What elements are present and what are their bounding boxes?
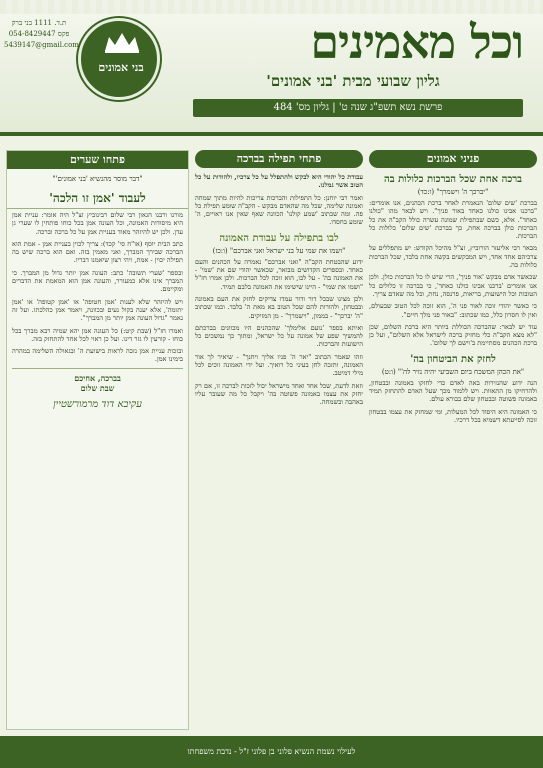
right-article-headline-2: לחזק את הביטחון בה' <box>410 353 496 365</box>
article-paragraph: בברכת 'שים שלום' הנאמרת לאחר ברכת הכהנים, אנו אומרים: "ברכנו אבינו כולנו כאחד באור פניך". ויש לבאר מהו "כולנו כאחד". אלא, כשם שבתפילת שמונה עשרה כולל הקב"ה את כל הברכות כולן בברכה אחת, כך בברכת 'שים שלום' כלולות כל הברכות. <box>369 199 537 241</box>
dedication-footer: לעילוי נשמת הנשיא פלוני בן פלוני ז"ל - נדבת משפחתו <box>0 736 543 768</box>
article-paragraph: עוד יש לבאר: שהברכה הכוללת ביותר היא ברכת השלום, שכן "לא מצא הקב"ה כלי מחזיק ברכה לישראל אלא השלום", ועל כן ברכת הכהנים מסתיימת ב'וישם לך שלום'. <box>369 322 537 348</box>
middle-column-banner: פתחי תפילה בברכה <box>195 150 363 168</box>
article-paragraph: כי האמונה היא היסוד לכל המעלות, ומי שמחזק את עצמו בבטחון זוכה לסייעתא דשמיא בכל דרכיו. <box>369 407 537 424</box>
contact-info <box>4 18 79 51</box>
logo-text: בני אמונים <box>98 61 144 74</box>
right-column-banner: פניני אמונים <box>369 150 537 168</box>
left-article-headline: לעבוד 'אמן זו הלכה' <box>7 191 188 209</box>
article-paragraph: ולכן מצינו שבכל דור ודור עמדו צדיקים לחזק את העם באמונה ובבטחון, ולהורות להם שכל הטוב בא מאת ה' בלבד. וכמו שכתוב "ה' יברכך" - בממון, "וישמרך" - מן המזיקים. <box>195 294 363 320</box>
left-column <box>6 150 189 730</box>
contact-phone: 054-8429447 פקס <box>8 30 70 38</box>
contact-address: ת.ד. 1111 בני ברק <box>11 19 67 27</box>
article-paragraph: כי כאשר יהודי זוכה לאור פני ה', הוא זוכה לכל הטוב שבעולם, ואין לו חסרון כלל, כמו שכתוב: "באור פני מלך חיים". <box>369 302 537 319</box>
newsletter-wordmark: וכל מאמינים <box>310 15 523 69</box>
left-column-banner: פתחו שערים <box>7 151 188 169</box>
article-paragraph: ואמרו חז"ל (שבת קיט:) כל העונה אמן יהא שמיה רבא מברך בכל כוחו - קורעין לו גזר דינו. ועל כן ראוי לכל אחד להתחזק בזה. <box>12 326 183 343</box>
middle-article-headline: לבו בתפילה על עבודת האמונה <box>219 232 339 244</box>
right-article-headline: ברכה אחת שכל הברכות כלולות בה <box>384 174 522 185</box>
divider <box>12 368 183 369</box>
article-paragraph: כתב הבית יוסף (או"ח סי' קכד): צריך לכוין בעניית אמן - אמת הוא הברכה שבירך המברך, ואני מאמין בזה. ואם הוא ברכה שיש בה תפילה יכוין - אמת, ויהי רצון שיאמנו דבריו. <box>12 239 183 265</box>
article-paragraph: מורנו ורבנו הגאון רבי שלום רבינוביץ זצ"ל היה אומר: עניית אמן היא מיסודות האמונה, וכל העונה אמן בכל כוחו פותחין לו שערי גן עדן. ולכן יש להיזהר מאוד בעניית אמן על כל ברכה וברכה. <box>12 211 183 236</box>
article-paragraph: ואיתא בספר 'נועם אלימלך' שהכהנים היו מכוונים בברכתם להמשיך שפע של אמונה על כל ישראל, ומתוך כך נמשכים כל הישועות והברכות. <box>195 323 363 349</box>
article-paragraph: ובספר 'שערי תשובה' כתב: העונה אמן יותר גדול מן המברך. כי המברך אינו אלא כמעורר, והעונה אמן הוא המאמת את הדברים ומקיימם. <box>12 268 183 294</box>
issue-bar: פרשת נשא תשפ"ג שנה ט' | גליון מס' 484 <box>193 99 523 117</box>
contact-email: 5439147@gmail.com <box>4 41 79 49</box>
closing-label: בברכה, אחיכם <box>74 372 121 383</box>
left-article-source: "דבר מוסר מהנשיא 'בני אמונים'" <box>52 175 143 183</box>
signature: עקיבא דוד מרמורשטיין <box>53 398 142 410</box>
right-column <box>369 150 537 730</box>
article-intro: עבודת כל יהודי היא לבקש ולהתפלל על כל צרכיו, ולהודות על כל הטוב אשר גמלנו. <box>195 173 363 190</box>
closing-greeting: שבת שלום <box>80 382 115 393</box>
organization-logo <box>78 18 160 100</box>
right-article-source: "יברכך ה' וישמרך" (ו:כד) <box>417 188 489 196</box>
right-article-source-2: "את הכהן המשכח ביום השביעי יהיה נזיר לה'" (ו:ט) <box>381 367 525 376</box>
article-paragraph: הנה ידוע שהנזירות באה לאדם כדי לחזקו באמונה ובבטחון, ולהרחיקו מן התאוות. ויש ללמוד מכך שעל האדם להתחזק תמיד באמונה פשוטה ובבטחון שלם בבורא עולם. <box>369 378 537 404</box>
article-paragraph: ידוע שהבטחת הקב"ה "ואני אברכם" נאמרה על הכהנים והעם כאחד. ובספרים הקדושים מבואר, שכאשר יהודי שם את 'שמי' - את האמונה בה' - על לבו, הוא זוכה לכל הברכות. ולכן אמרו חז"ל "ושמו את שמי" - היינו שישימו את האמונה בלבם תמיד. <box>195 257 363 291</box>
article-paragraph: ובזכות עניית אמן נזכה לראות בישועת ה' ובגאולה השלימה במהרה בימינו אמן. <box>12 347 183 364</box>
middle-article-source: "ושמו את שמי על בני ישראל ואני אברכם" (ו:כז) <box>212 246 346 255</box>
left-article-body <box>7 211 188 410</box>
article-paragraph: ויש להיזהר שלא לענות 'אמן חטופה' או 'אמן קטופה' או 'אמן יתומה', אלא יענה בקול נעים ובכוונה, ויאמר אמן כהלכתו. ועל זה נאמר "גדול העונה אמן יותר מן המברך". <box>12 297 183 323</box>
article-paragraph: וזהו שאמר הכתוב "יאר ה' פניו אליך ויחנך" - שיאיר לך אור האמונה, ותזכה לחן בעיני כל רואיך. ועל ידי האמונה זוכים לכל מילי דמיטב. <box>195 352 363 378</box>
newsletter-subtitle: גליון שבועי מבית 'בני אמונים' <box>266 72 440 90</box>
article-paragraph: וזאת לדעת, שכל אחד ואחד מישראל יכול לזכות לברכה זו, אם רק יחזק את עצמו באמונה פשוטה בה' ויקבל כל מה שעובר עליו באהבה ובשמחה. <box>195 381 363 407</box>
middle-column <box>195 150 363 730</box>
article-paragraph: שכאשר אדם מבקש 'אור פניך', הרי שיש לו כל הברכות כולן. ולכן אנו אומרים 'ברכנו אבינו כולנו כאחד', כי בברכה זו כלולים כל הטובות וכל הישועות, בריאות, פרנסה, נחת, וכל מה שאדם צריך. <box>369 273 537 298</box>
article-paragraph: ואמר רבי יוחנן: כל התפילות והברכות צריכות להיות מתוך שמחה ואמונה שלימה, שכל מה שהאדם מבקש - הקב"ה שומע תפילת כל פה. ומה שכתוב 'שמע קולנו' הכוונה שאף שאין אנו ראויים, ה' שומע בחסדו. <box>195 193 363 227</box>
article-paragraph: מבאר רבי אליעזר הורוביץ, זצ"ל מהיכל הקודש: יש מתפללים על צרכיהם אחד אחד, ויש המבקשים בקשה אחת בלבד, שכל הברכות כלולות בה. <box>369 244 537 270</box>
masthead <box>0 0 543 136</box>
crown-icon <box>103 31 141 53</box>
